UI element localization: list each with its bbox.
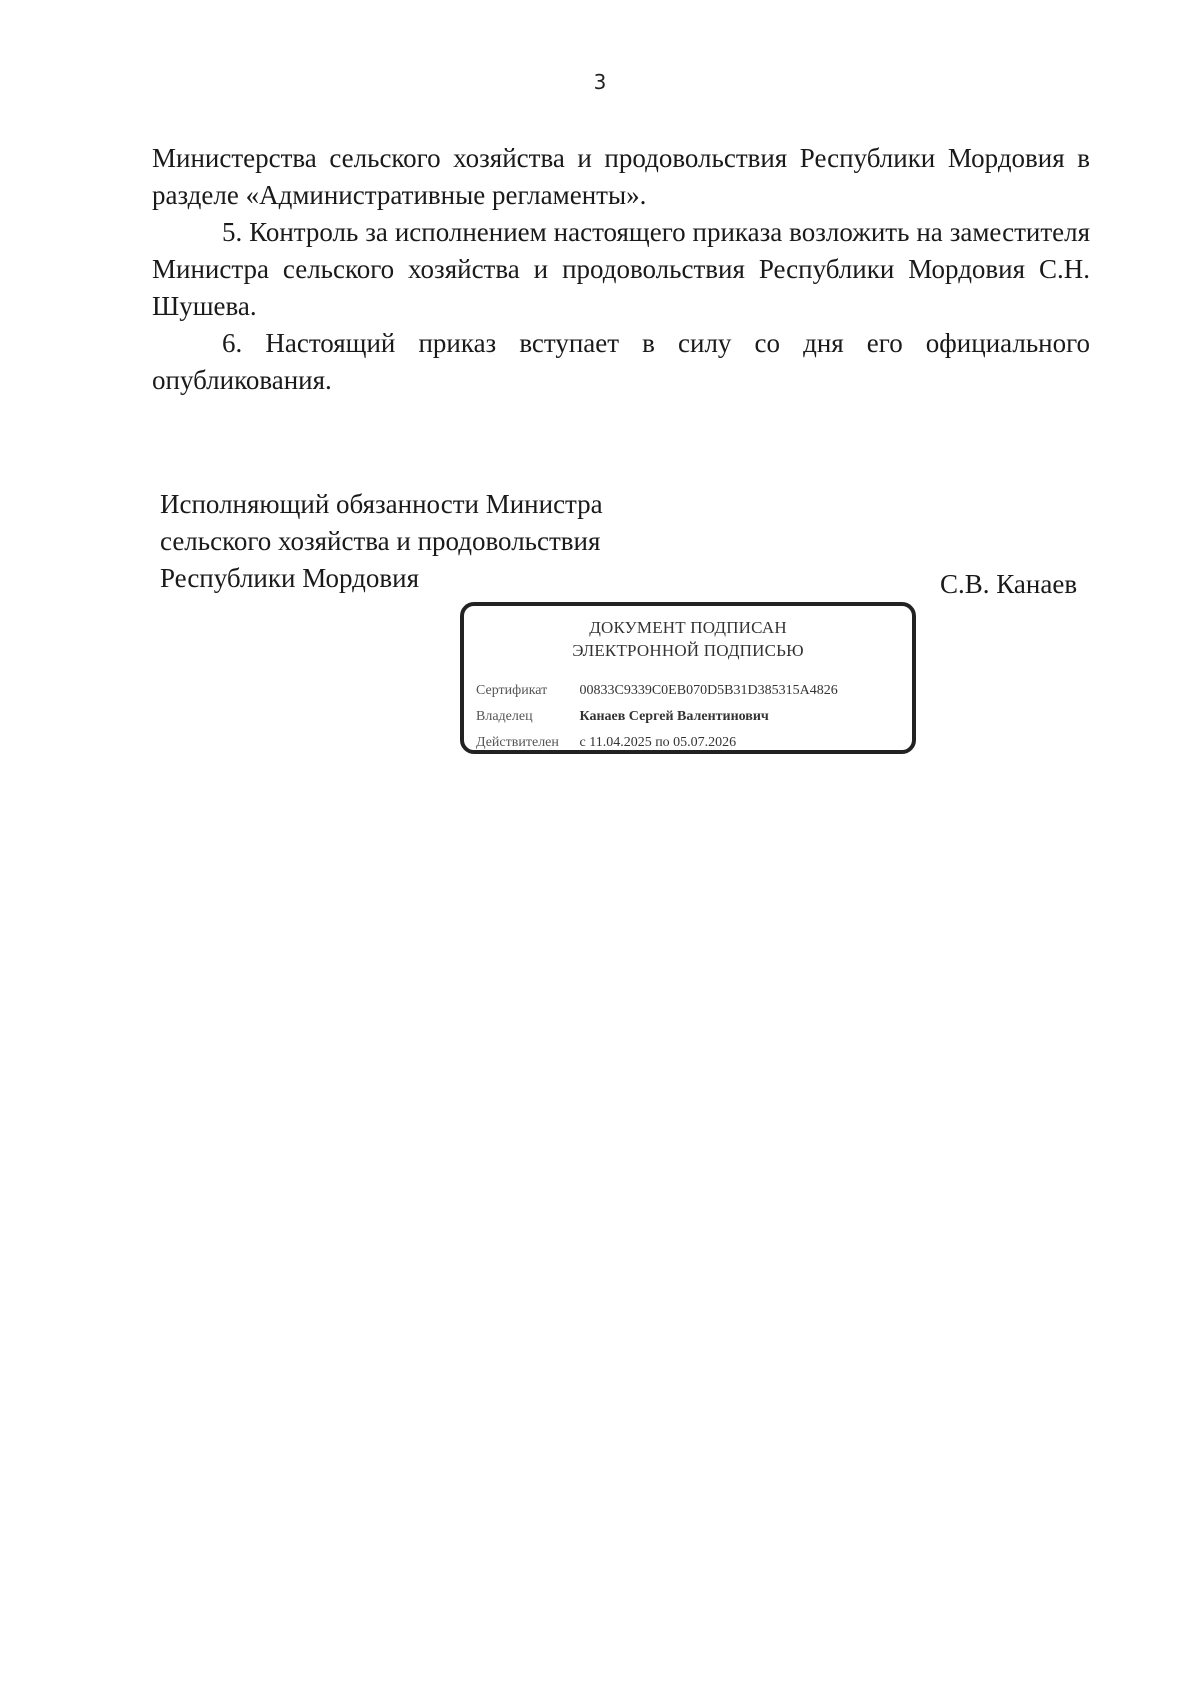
signer-position: [160, 486, 603, 597]
signer-position-line: Исполняющий обязанности Министра: [160, 489, 603, 519]
stamp-owner-value: Канаев Сергей Валентинович: [579, 709, 769, 724]
stamp-owner-row: [476, 704, 912, 730]
document-body: [152, 140, 1090, 399]
stamp-details: [464, 678, 912, 756]
stamp-title-line: ДОКУМЕНТ ПОДПИСАН: [589, 618, 787, 637]
paragraph-item-6: 6. Настоящий приказ вступает в силу со дня его официального опубликования.: [152, 328, 1090, 395]
paragraph-item-5: 5. Контроль за исполнением настоящего приказа возложить на заместителя Министра сельского хозяйства и продовольствия Республики Мордовия С.Н. Шушева.: [152, 217, 1090, 321]
signer-position-line: Республики Мордовия: [160, 563, 420, 593]
stamp-certificate-label: Сертификат: [476, 683, 548, 698]
stamp-owner-label: Владелец: [476, 709, 533, 724]
stamp-title: [464, 616, 912, 662]
stamp-validity-label: Действителен: [476, 735, 559, 750]
signer-position-line: сельского хозяйства и продовольствия: [160, 526, 601, 556]
stamp-certificate-row: [476, 678, 912, 704]
paragraph-continuation: Министерства сельского хозяйства и продовольствия Республики Мордовия в разделе «Административные регламенты».: [152, 143, 1090, 210]
page-number: 3: [593, 70, 607, 94]
signer-name: С.В. Канаев: [940, 569, 1078, 599]
stamp-certificate-value: 00833C9339C0EB070D5B31D385315A4826: [579, 683, 838, 698]
stamp-validity-row: [476, 730, 912, 756]
stamp-title-line: ЭЛЕКТРОННОЙ ПОДПИСЬЮ: [572, 641, 804, 660]
stamp-validity-value: с 11.04.2025 по 05.07.2026: [579, 735, 737, 750]
electronic-signature-stamp: [460, 602, 916, 754]
